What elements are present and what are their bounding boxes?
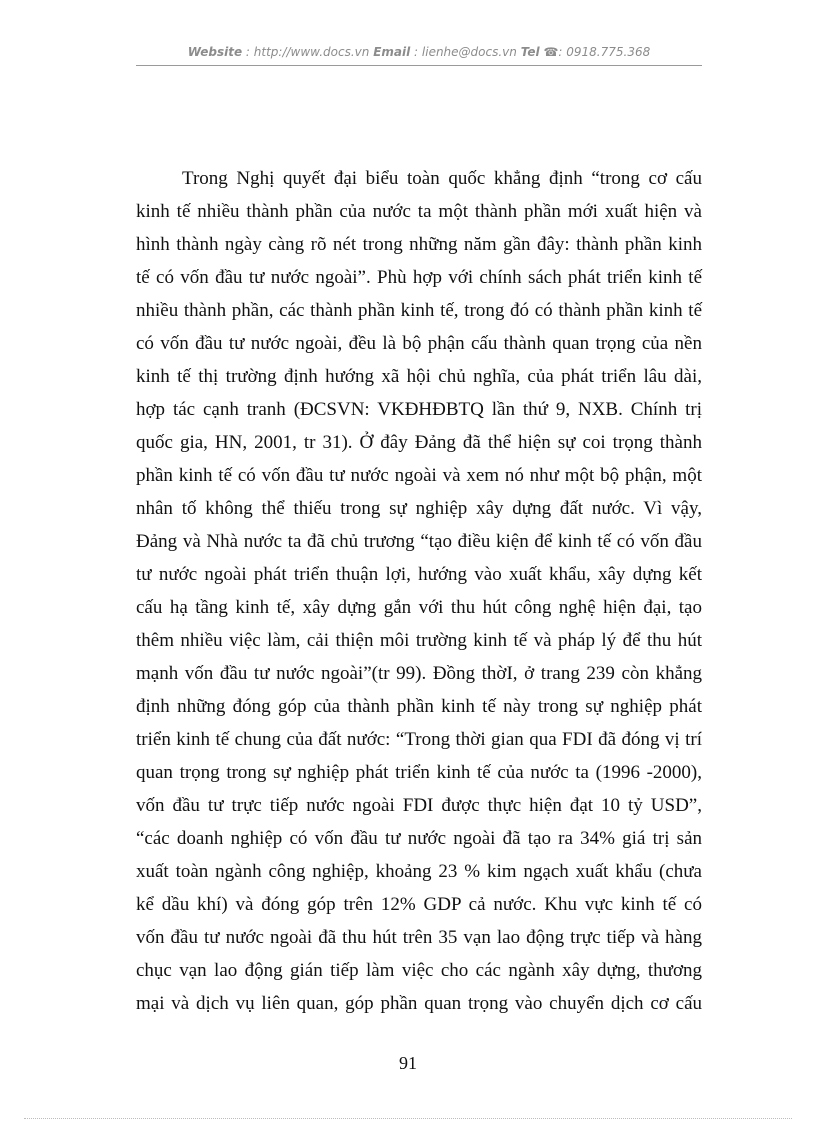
email-value: : lienhe@docs.vn [414,45,517,59]
text-line: quốc gia, HN, 2001, tr 31). Ở đây Đảng đã thể hiện sự coi trọng thành [136,432,702,453]
text-line: kể dầu khí) và đóng góp trên 12% GDP cả nước. Khu vực kinh tế có [136,894,702,915]
text-line: tư nước ngoài phát triển thuận lợi, hướng vào xuất khẩu, xây dựng kết [136,564,702,585]
text-line: chục vạn lao động gián tiếp làm việc cho các ngành xây dựng, thương [136,960,702,981]
phone-icon: ☎ [543,45,559,59]
website-label: Website [187,45,243,59]
text-line: kinh tế nhiều thành phần của nước ta một thành phần mới xuất hiện và [136,201,702,222]
text-line: mạnh vốn đầu tư nước ngoài”(tr 99). Đồng thờI, ở trang 239 còn khẳng [136,663,702,684]
page-header [136,45,702,59]
website-value: : http://www.docs.vn [245,45,370,59]
text-line: mại và dịch vụ liên quan, góp phần quan trọng vào chuyển dịch cơ cấu [136,993,702,1014]
email-label: Email [373,45,411,59]
tel-value: : 0918.775.368 [558,45,651,59]
text-line: nhiều thành phần, các thành phần kinh tế, trong đó có thành phần kinh tế [136,300,702,321]
text-line: vốn đầu tư nước ngoài đã thu hút trên 35 vạn lao động trực tiếp và hàng [136,927,702,948]
document-body [136,162,702,1020]
text-line: “các doanh nghiệp có vốn đầu tư nước ngoài đã tạo ra 34% giá trị sản [136,828,702,849]
text-line: kinh tế thị trường định hướng xã hội chủ nghĩa, của phát triển lâu dài, [136,366,702,387]
text-line: triển kinh tế chung của đất nước: “Trong thời gian qua FDI đã đóng vị trí [136,729,702,750]
text-line: Đảng và Nhà nước ta đã chủ trương “tạo điều kiện để kinh tế có vốn đầu [136,531,702,552]
text-line: xuất toàn ngành công nghiệp, khoảng 23 % kim ngạch xuất khẩu (chưa [136,861,702,882]
page-bottom-border [24,1118,792,1119]
text-line: quan trọng trong sự nghiệp phát triển kinh tế của nước ta (1996 -2000), [136,762,702,783]
page-number: 91 [399,1053,417,1073]
text-line: định những đóng góp của thành phần kinh tế này trong sự nghiệp phát [136,696,702,717]
text-line: tế có vốn đầu tư nước ngoài”. Phù hợp với chính sách phát triển kinh tế [136,267,702,288]
header-divider [136,65,702,66]
text-line: hợp tác cạnh tranh (ĐCSVN: VKĐHĐBTQ lần thứ 9, NXB. Chính trị [136,399,702,420]
text-line: nhân tố không thể thiếu trong sự nghiệp xây dựng đất nước. Vì vậy, [136,498,702,519]
text-line: thêm nhiều việc làm, cải thiện môi trường kinh tế và pháp lý để thu hút [136,630,702,651]
text-line: vốn đầu tư trực tiếp nước ngoài FDI được thực hiện đạt 10 tỷ USD”, [136,795,702,816]
text-line: cấu hạ tầng kinh tế, xây dựng gắn với thu hút công nghệ hiện đại, tạo [136,597,702,618]
text-line: Trong Nghị quyết đại biểu toàn quốc khẳng định “trong cơ cấu [182,168,702,189]
text-line: có vốn đầu tư nước ngoài, đều là bộ phận cấu thành quan trọng của nền [136,333,702,354]
tel-label: Tel [520,45,540,59]
text-line: hình thành ngày càng rõ nét trong những năm gần đây: thành phần kinh [136,234,702,255]
text-line: phần kinh tế có vốn đầu tư nước ngoài và xem nó như một bộ phận, một [136,465,702,486]
